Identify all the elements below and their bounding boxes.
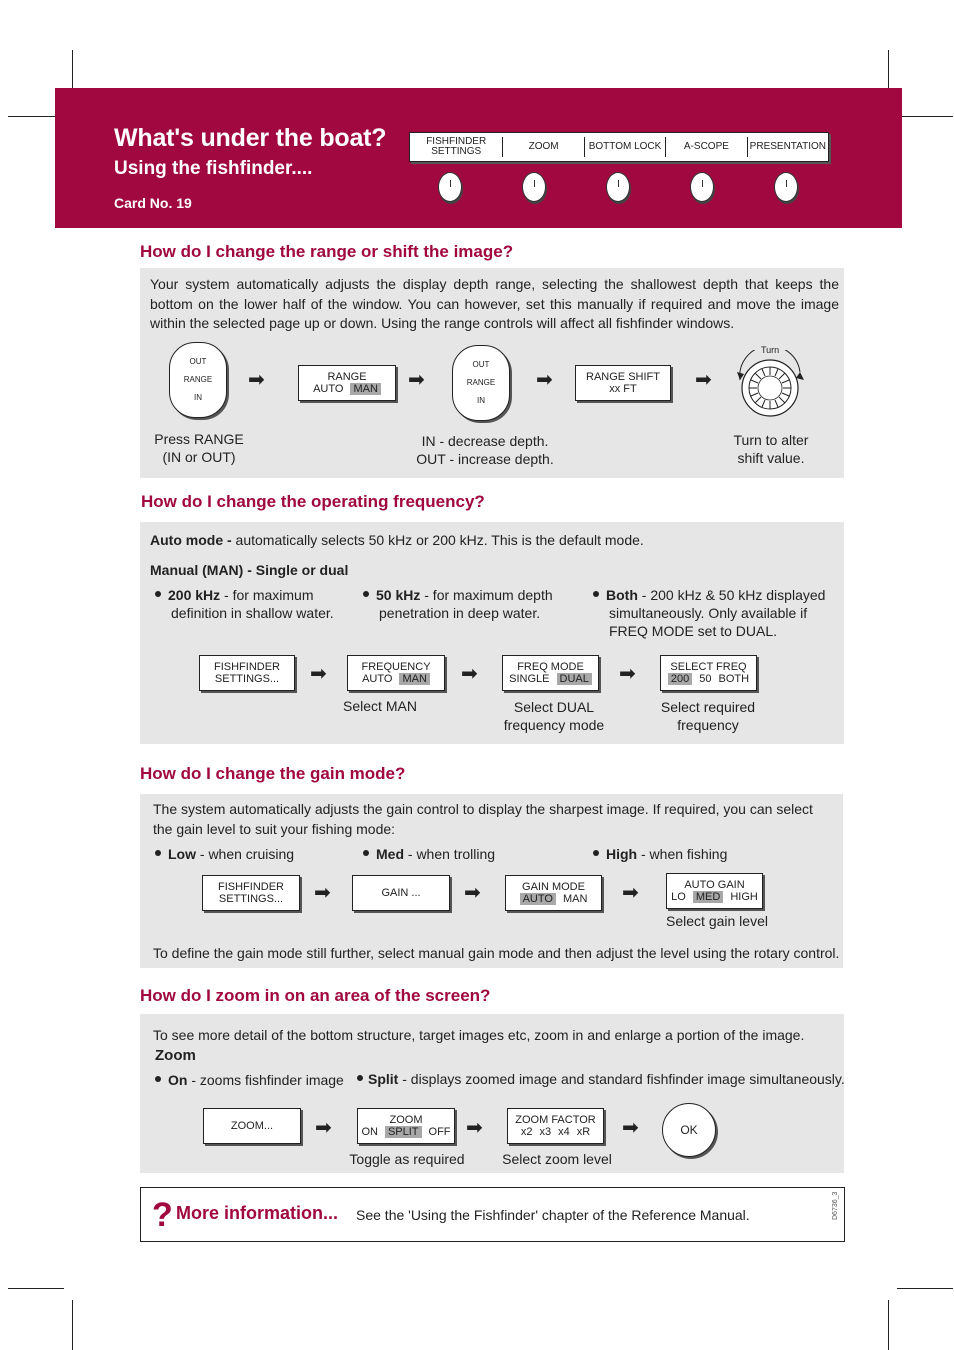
bullet-bold: 200 kHz [168,587,221,603]
crop-mark [8,1288,64,1289]
bullet-high [593,845,727,863]
range-auto-option: AUTO [313,383,344,395]
arrow-right-icon: ➡ [408,369,425,391]
box-line: SETTINGS... [218,893,284,905]
bullet-bold: Split [368,1071,399,1087]
softkey-button-5[interactable] [774,172,798,202]
rotary-knob-icon[interactable] [732,350,808,420]
caption-select-dual [494,698,614,734]
bullet-on [155,1071,344,1089]
zoom-heading: How do I zoom in on an area of the screen? [140,986,491,1005]
bullet-text: simultaneously. Only available if [609,605,808,621]
bullet-dot [363,850,369,856]
arrow-right-icon: ➡ [466,1117,483,1139]
bullet-dot [593,591,599,597]
range-shift-box[interactable] [575,365,671,401]
auto-mode-line [150,531,644,549]
box-title: SELECT FREQ [670,661,747,673]
softkey-a-scope[interactable]: A-SCOPE [666,137,747,157]
caption-line: OUT - increase depth. [416,451,554,467]
frequency-man-option: MAN [399,673,429,685]
auto-mode-label: Auto mode - [150,532,232,548]
softkey-fishfinder-settings[interactable]: FISHFINDER SETTINGS [410,137,503,157]
arrow-right-icon: ➡ [619,663,636,685]
arrow-right-icon: ➡ [310,663,327,685]
bullet-bold: High [606,846,638,862]
freq-both-option: BOTH [718,673,750,685]
box-title: FREQUENCY [361,661,431,673]
caption-select-man: Select MAN [343,698,417,714]
paragraph-line: the gain level to suit your fishing mode: [153,820,396,837]
gain-heading: How do I change the gain mode? [140,764,406,783]
bullet-text: FREQ MODE set to DUAL. [609,623,778,639]
caption-line: Turn to alter [733,432,809,448]
range-key[interactable] [452,345,510,421]
bullet-both [593,586,825,640]
gain-man-option: MAN [562,893,588,905]
crop-mark [888,1300,889,1350]
zoom-x4-option: x4 [558,1126,570,1138]
freq-mode-dual-option: DUAL [557,673,592,685]
crop-mark [897,116,953,117]
caption-select-zoom: Select zoom level [502,1151,612,1167]
range-paragraph: Your system automatically adjusts the display depth range, selecting the shallowest depth that keeps the bottom on the lower half of the window. You can however, set this manually if required and move the image within the selected page up or down. Using the range controls will affect all fishfinder windows. [150,276,839,331]
page-subtitle: Using the fishfinder.... [114,158,313,179]
bullet-bold: Med [376,846,404,862]
bullet-text: - when trolling [404,846,496,862]
zoom-paragraph: To see more detail of the bottom structure, target images etc, zoom in and enlarge a portion of the image. [153,1027,805,1043]
range-menu-box[interactable] [298,365,396,401]
bullet-dot [593,850,599,856]
gain-high-option: HIGH [730,891,758,903]
bullet-text: - displays zoomed image and standard fishfinder image simultaneously. [398,1071,845,1087]
auto-mode-text: automatically selects 50 kHz or 200 kHz. This is the default mode. [235,532,644,548]
range-shift-value: xx FT [609,383,637,395]
softkey-bottom-lock[interactable]: BOTTOM LOCK [585,137,666,157]
turn-label: Turn [761,345,780,355]
bullet-text: - when fishing [637,846,728,862]
bullet-dot [363,591,369,597]
bullet-text: - for maximum [220,587,314,603]
range-heading: How do I change the range or shift the image? [140,242,514,261]
crop-mark [72,1300,73,1350]
box-title: ZOOM... [230,1120,274,1132]
range-key[interactable] [169,342,227,418]
gain-lo-option: LO [671,891,686,903]
caption-line: frequency mode [503,717,605,733]
bullet-low [155,845,294,863]
arrow-right-icon: ➡ [314,882,331,904]
freq-heading: How do I change the operating frequency? [141,492,485,511]
zoom-subheading: Zoom [155,1047,196,1064]
caption-press-range [140,430,258,466]
bullet-bold: On [168,1072,188,1088]
fishfinder-settings-box[interactable] [202,875,300,911]
range-key-label: RANGE [466,378,496,387]
arrow-right-icon: ➡ [622,1117,639,1139]
box-title: FREQ MODE [517,661,584,673]
range-box-title: RANGE [327,371,367,383]
bullet-text: - zooms fishfinder image [187,1072,344,1088]
bullet-dot [357,1075,363,1081]
bullet-dot [155,591,161,597]
caption-line: Press RANGE [154,431,244,447]
arrow-right-icon: ➡ [248,369,265,391]
softkey-button-1[interactable] [438,172,462,202]
bullet-50khz [363,586,553,622]
range-key-out-label: OUT [472,360,490,369]
caption-line: Select DUAL [513,699,595,715]
bullet-dot [155,850,161,856]
softkey-button-4[interactable] [690,172,714,202]
auto-gain-box[interactable] [666,873,763,909]
fishfinder-settings-box[interactable] [199,655,295,691]
crop-mark [897,1288,953,1289]
softkey-zoom[interactable]: ZOOM [503,137,584,157]
range-key-in-label: IN [194,393,202,402]
document-code: D6736_3 [832,1191,839,1220]
freq-50-option: 50 [699,673,712,685]
manual-heading: Manual (MAN) - Single or dual [150,562,349,578]
softkey-button-3[interactable] [606,172,630,202]
bullet-text: definition in shallow water. [171,605,334,621]
bullet-text: - when cruising [196,846,295,862]
frequency-auto-option: AUTO [362,673,393,685]
bullet-dot [155,1076,161,1082]
caption-line: IN - decrease depth. [421,433,549,449]
box-line: SETTINGS... [214,673,280,685]
bullet-200khz [155,586,334,622]
softkey-presentation[interactable]: PRESENTATION [749,141,826,152]
caption-select-gain: Select gain level [666,913,768,929]
card-number: Card No. 19 [114,195,192,211]
arrow-right-icon: ➡ [461,663,478,685]
caption-turn [716,431,826,467]
zoom-menu-box[interactable] [203,1108,301,1144]
page-title: What's under the boat? [114,124,387,152]
caption-toggle: Toggle as required [349,1151,465,1167]
bullet-text: penetration in deep water. [379,605,541,621]
question-mark-icon: ? [152,1196,173,1234]
bullet-bold: Low [168,846,196,862]
softkey-button-2[interactable] [522,172,546,202]
bullet-bold: 50 kHz [376,587,421,603]
freq-mode-box[interactable] [502,655,599,691]
box-title: GAIN MODE [522,881,585,893]
zoom-mode-box[interactable] [357,1108,455,1144]
zoom-xr-option: xR [576,1126,591,1138]
caption-line: shift value. [737,450,805,466]
arrow-right-icon: ➡ [695,369,712,391]
gain-auto-option: AUTO [520,893,556,905]
caption-in-out [400,432,570,468]
range-man-option: MAN [350,383,380,395]
bullet-text: - for maximum depth [420,587,553,603]
range-key-label: RANGE [183,375,213,384]
bullet-med [363,845,495,863]
softkey-bar [409,132,829,162]
zoom-factor-box[interactable] [507,1108,604,1144]
gain-med-option: MED [693,891,723,903]
box-title: GAIN ... [381,887,421,899]
caption-line: (IN or OUT) [162,449,236,465]
caption-line: Select required [660,699,756,715]
gain-footer: To define the gain mode still further, select manual gain mode and then adjust the level using the rotary control. [153,945,840,961]
arrow-right-icon: ➡ [464,882,481,904]
select-freq-box[interactable] [660,655,757,691]
gain-paragraph [153,800,813,839]
ok-button[interactable]: OK [662,1103,716,1157]
range-shift-title: RANGE SHIFT [586,371,660,383]
range-key-out-label: OUT [189,357,207,366]
arrow-right-icon: ➡ [315,1117,332,1139]
more-info-label: More information... [176,1203,338,1223]
bullet-split [357,1070,845,1088]
gain-mode-box[interactable] [505,875,602,911]
box-line: FISHFINDER [214,661,280,673]
zoom-x2-option: x2 [520,1126,533,1138]
paragraph-line: The system automatically adjusts the gain control to display the sharpest image. If required, you can select [153,801,813,817]
caption-line: frequency [677,717,739,733]
freq-200-option: 200 [668,673,692,685]
box-line: FISHFINDER [218,881,284,893]
caption-select-freq [648,698,768,734]
freq-mode-single-option: SINGLE [509,673,550,685]
zoom-x3-option: x3 [539,1126,552,1138]
bullet-bold: Both [606,587,638,603]
arrow-right-icon: ➡ [622,882,639,904]
zoom-off-option: OFF [428,1126,451,1138]
bullet-text: - 200 kHz & 50 kHz displayed [637,587,826,603]
range-key-in-label: IN [477,396,485,405]
box-title: ZOOM FACTOR [515,1114,596,1126]
gain-box[interactable] [352,875,450,911]
box-title: AUTO GAIN [684,879,745,891]
arrow-right-icon: ➡ [536,369,553,391]
more-info-text: See the 'Using the Fishfinder' chapter of the Reference Manual. [356,1207,750,1223]
zoom-split-option: SPLIT [385,1126,422,1138]
box-title: ZOOM [389,1114,423,1126]
frequency-box[interactable] [347,655,445,691]
zoom-on-option: ON [361,1126,378,1138]
